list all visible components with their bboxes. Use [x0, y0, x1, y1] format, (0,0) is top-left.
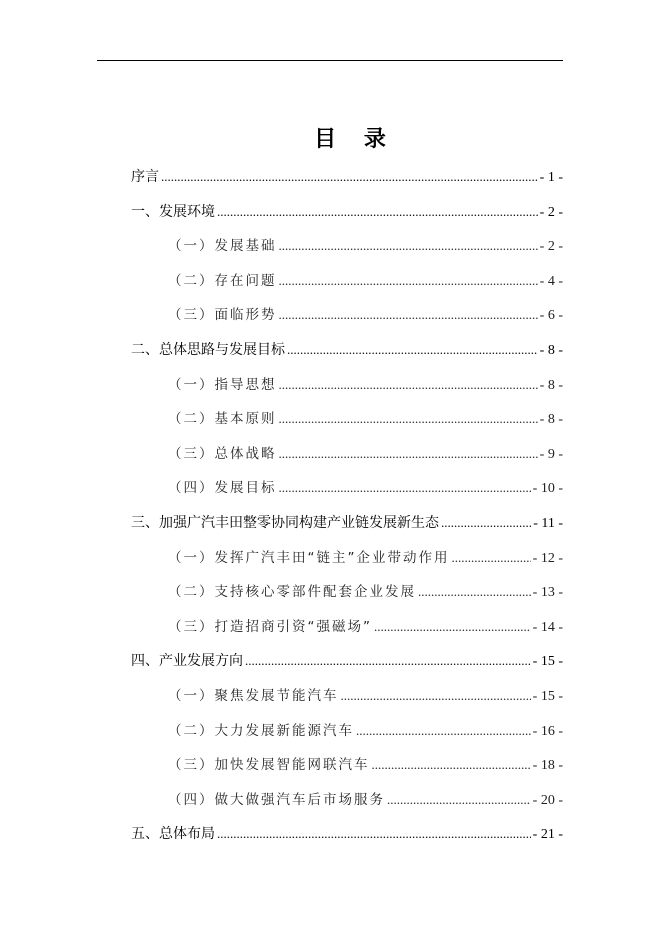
- toc-entry-label: （三）总体战略: [168, 445, 277, 462]
- dot-leader: [372, 754, 531, 776]
- toc-entry-label: （三）面临形势: [168, 307, 277, 324]
- toc-page-number: - 18 -: [532, 758, 563, 774]
- dot-leader: [279, 408, 538, 430]
- toc-entry[interactable]: [131, 512, 563, 547]
- toc-entry-label: 二、总体思路与发展目标: [131, 341, 285, 358]
- toc-page-number: - 9 -: [539, 446, 563, 462]
- toc-page-number: - 15 -: [532, 688, 563, 704]
- toc-entry[interactable]: [131, 166, 563, 201]
- toc-entry[interactable]: [131, 339, 563, 374]
- toc-entry-label: （一）聚焦发展节能汽车: [168, 687, 339, 704]
- toc-entry[interactable]: [131, 754, 563, 789]
- toc-entry-label: （四）发展目标: [168, 480, 277, 497]
- toc-entry[interactable]: [131, 616, 563, 651]
- toc-entry[interactable]: [131, 374, 563, 409]
- dot-leader: [374, 616, 531, 638]
- toc-entry[interactable]: [131, 477, 563, 512]
- toc-entry-label: （一）指导思想: [168, 376, 277, 393]
- toc-page-number: - 1 -: [539, 170, 563, 185]
- header-rule: [97, 60, 563, 61]
- dot-leader: [452, 547, 531, 569]
- toc-entry-label: （二）存在问题: [168, 272, 277, 289]
- dot-leader: [279, 304, 538, 326]
- dot-leader: [279, 374, 538, 396]
- toc-page-number: - 2 -: [539, 204, 563, 220]
- toc-page-number: - 11 -: [533, 515, 563, 531]
- toc-entry-label: （一）发展基础: [168, 238, 277, 255]
- toc-entry-label: （三）打造招商引资“强磁场”: [168, 618, 372, 635]
- toc-entry-label: （二）基本原则: [168, 411, 277, 428]
- toc-entry[interactable]: [131, 789, 563, 824]
- toc-page-number: - 6 -: [539, 308, 563, 324]
- toc-entry-label: （一）发挥广汽丰田“链主”企业带动作用: [168, 549, 450, 566]
- toc-page-number: - 10 -: [532, 481, 563, 497]
- toc-entry[interactable]: [131, 443, 563, 478]
- toc-page-number: - 13 -: [532, 585, 563, 601]
- toc-page-number: - 8 -: [539, 412, 563, 428]
- toc-entry[interactable]: [131, 650, 563, 685]
- toc-page-number: - 2 -: [539, 239, 563, 255]
- dot-leader: [287, 339, 538, 361]
- toc-page-number: - 14 -: [532, 619, 563, 635]
- dot-leader: [245, 650, 531, 672]
- dot-leader: [279, 270, 538, 292]
- page-title: 目 录: [314, 127, 396, 152]
- toc-entry-label: 五、总体布局: [131, 826, 215, 843]
- dot-leader: [279, 235, 538, 257]
- toc-entry-label: 四、产业发展方向: [131, 653, 243, 670]
- toc-page-number: - 4 -: [539, 273, 563, 289]
- toc-entry-label: （四）做大做强汽车后市场服务: [168, 791, 385, 808]
- toc-entry-label: （二）支持核心零部件配套企业发展: [168, 584, 416, 601]
- toc-entry-label: 三、加强广汽丰田整零协同构建产业链发展新生态: [131, 514, 439, 531]
- toc-entry[interactable]: [131, 720, 563, 755]
- toc-page-number: - 8 -: [539, 342, 563, 358]
- toc-page-number: - 16 -: [532, 723, 563, 739]
- toc-page-number: - 20 -: [532, 792, 563, 808]
- toc-entry[interactable]: [131, 235, 563, 270]
- toc-entry[interactable]: [131, 685, 563, 720]
- dot-leader: [217, 823, 531, 845]
- toc-entry[interactable]: [131, 408, 563, 443]
- dot-leader: [217, 201, 538, 223]
- toc-entry[interactable]: [131, 270, 563, 305]
- dot-leader: [441, 512, 531, 534]
- dot-leader: [161, 166, 538, 188]
- toc-entry-label: 序言: [131, 169, 159, 185]
- dot-leader: [341, 685, 531, 707]
- toc-entry[interactable]: [131, 201, 563, 236]
- toc-entry-label: （三）加快发展智能网联汽车: [168, 757, 370, 774]
- toc-page-number: - 21 -: [532, 827, 563, 843]
- toc-entry[interactable]: [131, 547, 563, 582]
- dot-leader: [279, 477, 531, 499]
- toc-page-number: - 8 -: [539, 377, 563, 393]
- toc-entry[interactable]: [131, 304, 563, 339]
- toc-entry-label: 一、发展环境: [131, 203, 215, 220]
- toc-page-number: - 15 -: [532, 654, 563, 670]
- toc-entry[interactable]: [131, 581, 563, 616]
- dot-leader: [418, 581, 531, 603]
- table-of-contents: [131, 166, 563, 858]
- dot-leader: [279, 443, 538, 465]
- toc-page-number: - 12 -: [532, 550, 563, 566]
- toc-entry[interactable]: [131, 823, 563, 858]
- toc-entry-label: （二）大力发展新能源汽车: [168, 722, 354, 739]
- dot-leader: [356, 720, 531, 742]
- dot-leader: [387, 789, 531, 811]
